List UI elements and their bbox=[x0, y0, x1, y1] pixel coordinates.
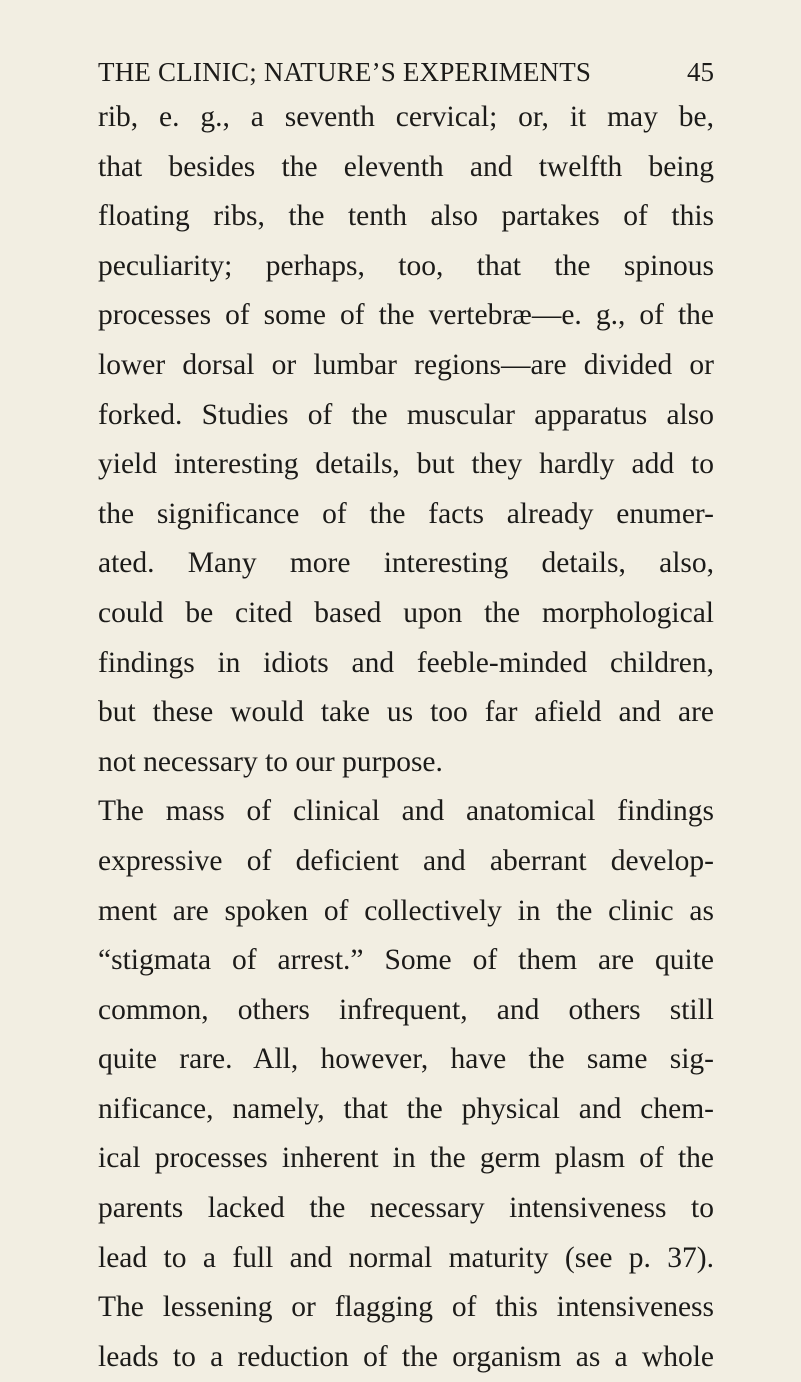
running-head bbox=[98, 54, 714, 90]
text-line: forked. Studies of the muscular apparatus also bbox=[98, 398, 714, 431]
text-line: lower dorsal or lumbar regions—are divided or bbox=[98, 348, 714, 381]
text-line: rib, e. g., a seventh cervical; or, it may be, bbox=[98, 101, 714, 133]
text-line: ment are spoken of collectively in the clinic as bbox=[98, 894, 714, 927]
text-line: ated. Many more interesting details, also, bbox=[98, 547, 714, 580]
text-line: findings in idiots and feeble-minded children, bbox=[98, 646, 714, 679]
text-line: common, others infrequent, and others still bbox=[98, 993, 714, 1026]
text-line: the significance of the facts already enumer- bbox=[98, 497, 714, 530]
running-title: THE CLINIC; NATURE’S EXPERIMENTS bbox=[98, 57, 592, 87]
text-line: The lessening or flagging of this intensiveness bbox=[98, 1291, 714, 1324]
text-line: leads to a reduction of the organism as a whole bbox=[98, 1340, 714, 1373]
text-line: peculiarity; perhaps, too, that the spinous bbox=[98, 249, 714, 282]
text-line: expressive of deficient and aberrant develop- bbox=[98, 844, 714, 877]
text-line: The mass of clinical and anatomical findings bbox=[98, 795, 714, 828]
text-line: processes of some of the vertebræ—e. g., of the bbox=[98, 299, 714, 332]
text-line: yield interesting details, but they hardly add to bbox=[98, 448, 714, 481]
text-line: could be cited based upon the morphological bbox=[98, 596, 714, 629]
page-number: 45 bbox=[687, 57, 714, 87]
text-line: floating ribs, the tenth also partakes of this bbox=[98, 200, 714, 233]
text-line: but these would take us too far afield and are bbox=[98, 696, 714, 729]
text-line: ical processes inherent in the germ plasm of the bbox=[98, 1142, 714, 1175]
text-line-paragraph-end: not necessary to our purpose. bbox=[98, 745, 443, 778]
text-line: that besides the eleventh and twelfth being bbox=[98, 150, 714, 183]
text-line: quite rare. All, however, have the same sig- bbox=[98, 1043, 714, 1076]
text-line: “stigmata of arrest.” Some of them are quite bbox=[98, 944, 714, 977]
body-text bbox=[98, 93, 714, 1382]
text-line: parents lacked the necessary intensiveness to bbox=[98, 1192, 714, 1225]
text-line: nificance, namely, that the physical and chem- bbox=[98, 1092, 714, 1125]
text-line: lead to a full and normal maturity (see p. 37). bbox=[98, 1241, 714, 1274]
